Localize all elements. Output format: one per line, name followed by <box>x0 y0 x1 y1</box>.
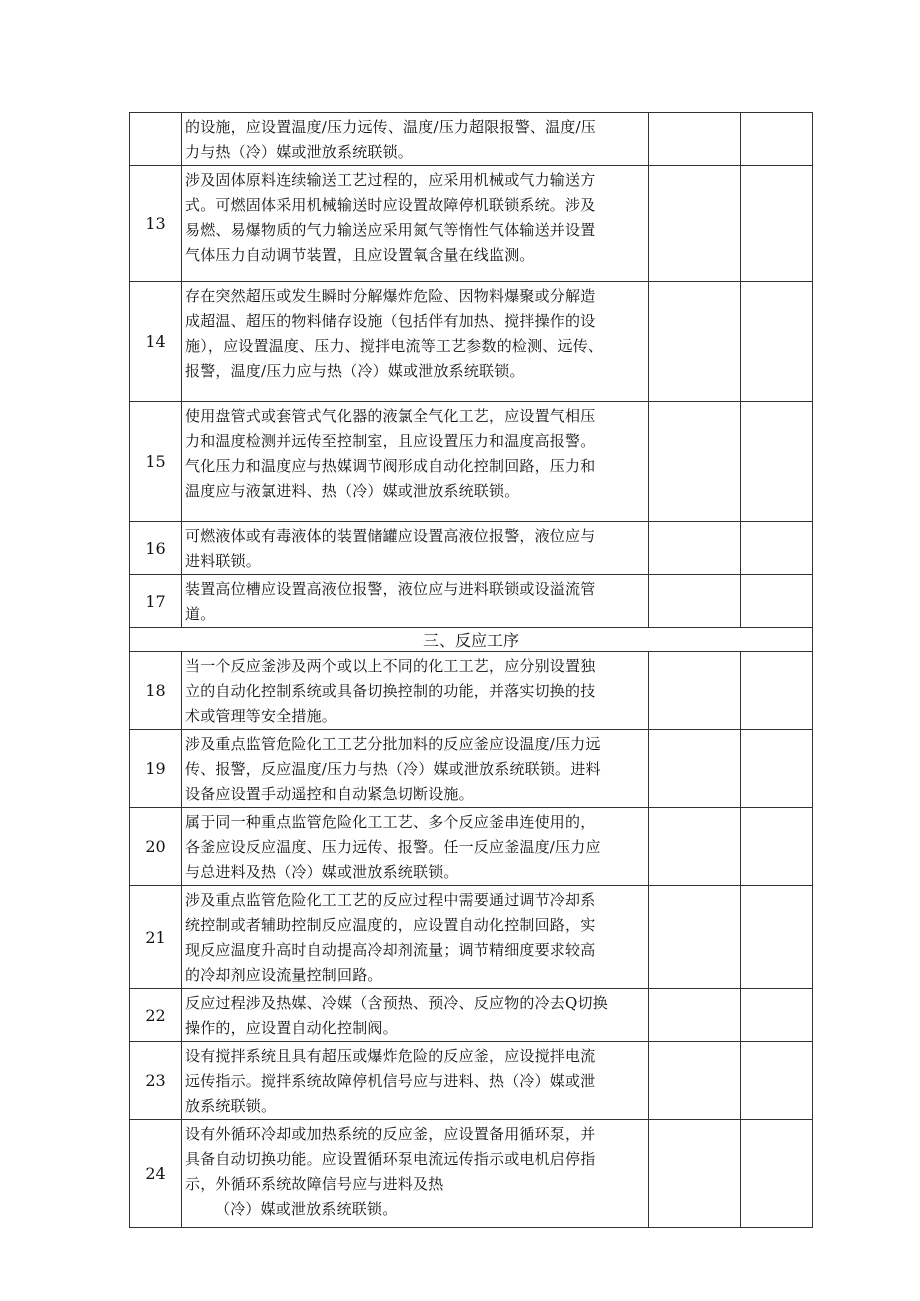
requirement-line: 具备自动切换功能。应设置循环泵电流远传指示或电机启停指 <box>185 1150 596 1168</box>
requirement-line: 气化压力和温度应与热媒调节阀形成自动化控制回路，压力和 <box>185 457 596 475</box>
check-result-cell[interactable] <box>649 282 741 402</box>
requirement-text <box>182 886 649 989</box>
requirement-line: 设备应设置手动遥控和自动紧急切断设施。 <box>185 785 474 803</box>
requirement-line: 示，外循环系统故障信号应与进料及热 <box>185 1175 444 1193</box>
check-result-cell[interactable] <box>649 1120 741 1228</box>
requirement-line: （冷）媒或泄放系统联锁。 <box>215 1200 398 1218</box>
table-row <box>130 730 813 808</box>
section-header-row <box>130 628 813 652</box>
requirement-line: 术或管理等安全措施。 <box>185 707 338 725</box>
item-number: 21 <box>130 886 182 989</box>
item-number: 22 <box>130 989 182 1042</box>
requirement-line: 可燃液体或有毒液体的装置储罐应设置高液位报警，液位应与 <box>185 527 596 545</box>
requirement-text <box>182 1042 649 1120</box>
requirement-line: 涉及固体原料连续输送工艺过程的，应采用机械或气力输送方 <box>185 171 596 189</box>
requirement-text <box>182 989 649 1042</box>
requirement-line: 设有搅拌系统且具有超压或爆炸危险的反应釜，应设搅拌电流 <box>185 1047 596 1065</box>
remark-cell[interactable] <box>741 886 813 989</box>
requirement-line: 放系统联锁。 <box>185 1097 277 1115</box>
item-number: 17 <box>130 575 182 628</box>
requirement-text <box>182 652 649 730</box>
requirement-line: 气体压力自动调节装置，且应设置氧含量在线监测。 <box>185 246 535 264</box>
table-row <box>130 166 813 282</box>
remark-cell[interactable] <box>741 113 813 166</box>
requirement-line: 设有外循环冷却或加热系统的反应釜，应设置备用循环泵，并 <box>185 1125 596 1143</box>
check-result-cell[interactable] <box>649 886 741 989</box>
table-body <box>130 113 813 1228</box>
requirements-table <box>129 112 813 1228</box>
table-row <box>130 575 813 628</box>
requirement-line: 易燃、易爆物质的气力输送应采用氮气等惰性气体输送并设置 <box>185 221 596 239</box>
requirement-line: 力与热（冷）媒或泄放系统联锁。 <box>185 143 414 161</box>
remark-cell[interactable] <box>741 808 813 886</box>
table-row <box>130 282 813 402</box>
requirement-line: 力和温度检测并远传至控制室，且应设置压力和温度高报警。 <box>185 432 596 450</box>
check-result-cell[interactable] <box>649 1042 741 1120</box>
item-number: 24 <box>130 1120 182 1228</box>
requirement-text <box>182 282 649 402</box>
remark-cell[interactable] <box>741 1120 813 1228</box>
item-number: 18 <box>130 652 182 730</box>
requirement-text <box>182 166 649 282</box>
table-row <box>130 808 813 886</box>
requirement-line: 统控制或者辅助控制反应温度的，应设置自动化控制回路，实 <box>185 916 596 934</box>
requirement-line: 装置高位槽应设置高液位报警，液位应与进料联锁或设溢流管 <box>185 580 596 598</box>
requirement-text <box>182 402 649 522</box>
requirement-line: 远传指示。搅拌系统故障停机信号应与进料、热（冷）媒或泄 <box>185 1072 596 1090</box>
check-result-cell[interactable] <box>649 522 741 575</box>
requirement-text <box>182 808 649 886</box>
item-number: 23 <box>130 1042 182 1120</box>
requirement-line: 立的自动化控制系统或具备切换控制的功能，并落实切换的技 <box>185 682 596 700</box>
table-row <box>130 652 813 730</box>
remark-cell[interactable] <box>741 166 813 282</box>
requirement-line: 操作的，应设置自动化控制阀。 <box>185 1019 398 1037</box>
requirement-line: 涉及重点监管危险化工工艺的反应过程中需要通过调节冷却系 <box>185 891 596 909</box>
section-title: 三、反应工序 <box>130 628 813 652</box>
check-result-cell[interactable] <box>649 808 741 886</box>
requirement-line: 进料联锁。 <box>185 552 262 570</box>
requirement-line: 存在突然超压或发生瞬时分解爆炸危险、因物料爆聚或分解造 <box>185 287 596 305</box>
item-number: 13 <box>130 166 182 282</box>
requirement-line: 的冷却剂应设流量控制回路。 <box>185 966 383 984</box>
requirement-line: 各釜应设反应温度、压力远传、报警。任一反应釜温度/压力应 <box>185 838 601 856</box>
requirement-line: 温度应与液氯进料、热（冷）媒或泄放系统联锁。 <box>185 482 520 500</box>
item-number: 19 <box>130 730 182 808</box>
check-result-cell[interactable] <box>649 575 741 628</box>
check-result-cell[interactable] <box>649 402 741 522</box>
table-row <box>130 113 813 166</box>
table-row <box>130 886 813 989</box>
requirement-line: 现反应温度升高时自动提高冷却剂流量；调节精细度要求较高 <box>185 941 596 959</box>
item-number: 20 <box>130 808 182 886</box>
requirement-line: 式。可燃固体采用机械输送时应设置故障停机联锁系统。涉及 <box>185 196 596 214</box>
table-row <box>130 402 813 522</box>
check-result-cell[interactable] <box>649 730 741 808</box>
remark-cell[interactable] <box>741 989 813 1042</box>
requirement-text <box>182 575 649 628</box>
requirement-line: 传、报警，反应温度/压力与热（冷）媒或泄放系统联锁。进料 <box>185 760 601 778</box>
requirement-text <box>182 113 649 166</box>
requirement-text <box>182 1120 649 1228</box>
requirement-line: 反应过程涉及热媒、冷媒（含预热、预冷、反应物的冷去Q切换 <box>185 994 608 1012</box>
requirement-line: 道。 <box>185 605 216 623</box>
requirement-text <box>182 522 649 575</box>
remark-cell[interactable] <box>741 652 813 730</box>
check-result-cell[interactable] <box>649 166 741 282</box>
requirement-line: 与总进料及热（冷）媒或泄放系统联锁。 <box>185 863 459 881</box>
table-row <box>130 522 813 575</box>
requirement-line: 使用盘管式或套管式气化器的液氯全气化工艺，应设置气相压 <box>185 407 596 425</box>
remark-cell[interactable] <box>741 402 813 522</box>
table-row <box>130 989 813 1042</box>
check-result-cell[interactable] <box>649 113 741 166</box>
requirement-line: 成超温、超压的物料储存设施（包括伴有加热、搅拌操作的设 <box>185 312 596 330</box>
requirement-line: 涉及重点监管危险化工工艺分批加料的反应釜应设温度/压力远 <box>185 735 601 753</box>
remark-cell[interactable] <box>741 1042 813 1120</box>
table-row <box>130 1120 813 1228</box>
item-number: 14 <box>130 282 182 402</box>
item-number: 16 <box>130 522 182 575</box>
requirement-line: 属于同一种重点监管危险化工工艺、多个反应釜串连使用的， <box>185 813 596 831</box>
remark-cell[interactable] <box>741 282 813 402</box>
remark-cell[interactable] <box>741 522 813 575</box>
requirement-line: 施），应设置温度、压力、搅拌电流等工艺参数的检测、远传、 <box>185 337 604 355</box>
check-result-cell[interactable] <box>649 989 741 1042</box>
requirement-text <box>182 730 649 808</box>
item-number: 15 <box>130 402 182 522</box>
check-result-cell[interactable] <box>649 652 741 730</box>
item-number <box>130 113 182 166</box>
requirement-line: 当一个反应釜涉及两个或以上不同的化工工艺，应分别设置独 <box>185 657 596 675</box>
requirement-line: 的设施，应设置温度/压力远传、温度/压力超限报警、温度/压 <box>185 118 596 136</box>
remark-cell[interactable] <box>741 575 813 628</box>
remark-cell[interactable] <box>741 730 813 808</box>
table-row <box>130 1042 813 1120</box>
requirement-line: 报警，温度/压力应与热（冷）媒或泄放系统联锁。 <box>185 362 525 380</box>
